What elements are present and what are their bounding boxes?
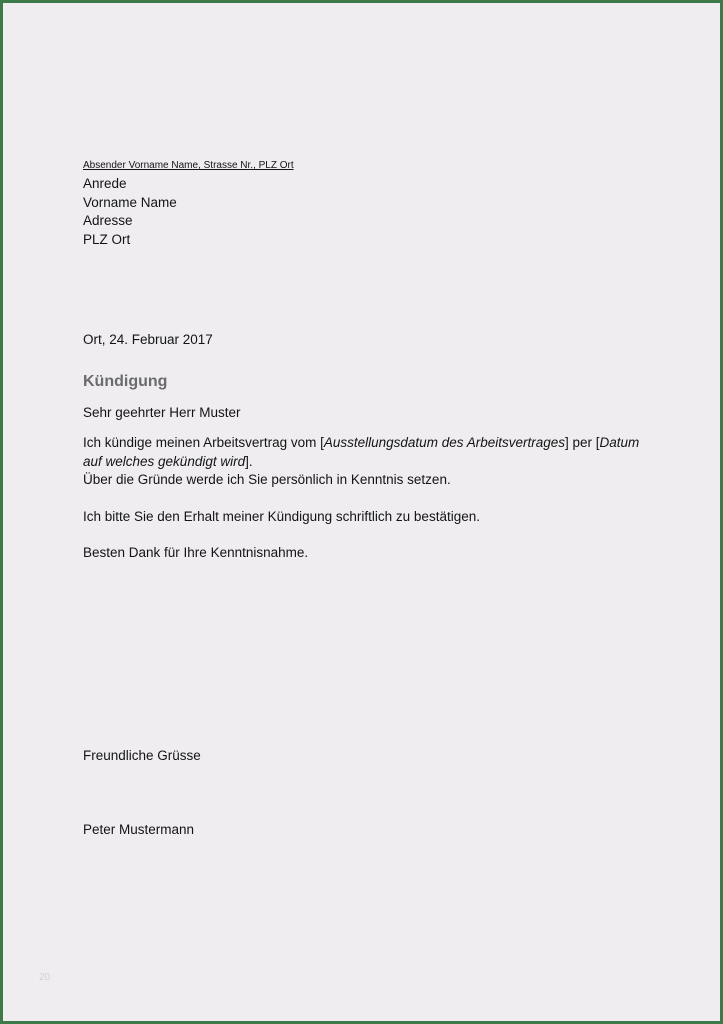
page-number: 20 [39,972,51,983]
letter-page [3,3,720,1021]
body-text: Ich kündige meinen Arbeitsvertrag vom [ [83,435,324,450]
placeholder-contract-date: Ausstellungsdatum des Arbeitsvertrages [323,435,565,450]
letter-salutation: Sehr geehrter Herr Muster [83,405,241,420]
body-line-1 [83,434,653,453]
body-paragraph-3: Besten Dank für Ihre Kenntnisnahme. [83,545,309,560]
recipient-salutation: Anrede [83,176,127,191]
recipient-address-line: Adresse [83,213,133,228]
recipient-name: Vorname Name [83,194,177,210]
body-text: ] per [ [565,435,600,450]
placeholder-termination-date-a: Datum [599,435,640,450]
sender-line: Absender Vorname Name, Strasse Nr., PLZ Ort [83,160,294,171]
body-line-2 [83,453,653,472]
body-paragraph-1 [83,434,653,490]
body-paragraph-2: Ich bitte Sie den Erhalt meiner Kündigung schriftlich zu bestätigen. [83,509,480,524]
recipient-city: PLZ Ort [83,231,131,247]
letter-date: Ort, 24. Februar 2017 [83,332,213,347]
body-text: ]. [245,453,253,469]
letter-closing: Freundliche Grüsse [83,748,201,763]
recipient-address [83,175,177,249]
placeholder-termination-date-b: auf welches gekündigt wird [83,453,246,469]
letter-subject: Kündigung [83,373,168,390]
body-line-3: Über die Gründe werde ich Sie persönlich in Kenntnis setzen. [83,472,451,487]
signature-name: Peter Mustermann [83,822,195,837]
